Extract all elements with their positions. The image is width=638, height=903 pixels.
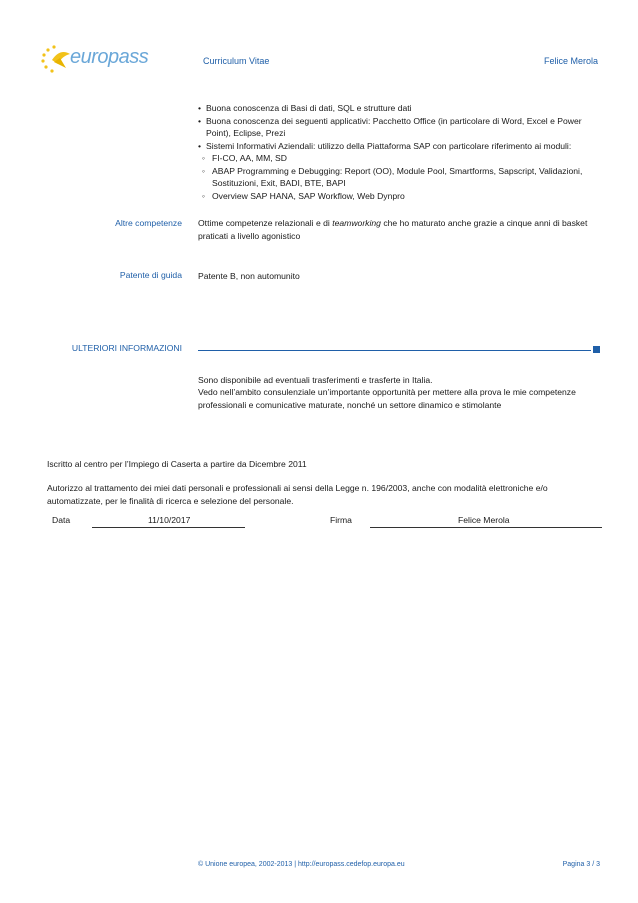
data-value: 11/10/2017: [148, 515, 191, 525]
ulteriori-line2: Vedo nell’ambito consulenziale un’importante opportunità per mettere alla prova le mie competenze professionali e comunicative maturate, nonché un settore dinamico e stimolante: [198, 387, 576, 410]
altre-italic: teamworking: [332, 218, 381, 228]
altre-competenze-value: [198, 217, 598, 242]
page-number: Pagina 3 / 3: [562, 861, 600, 868]
skills-list: [198, 102, 608, 202]
ulteriori-line1: Sono disponibile ad eventuali trasferimenti e trasferte in Italia.: [198, 375, 433, 385]
header-title: Curriculum Vitae: [203, 56, 270, 66]
footer-copyright: © Unione europea, 2002-2013 | http://europass.cedefop.europa.eu: [198, 861, 405, 868]
firma-line: [370, 527, 602, 528]
section-marker: [593, 346, 600, 353]
list-item: ◦ Overview SAP HANA, SAP Workflow, Web Dynpro: [198, 190, 608, 203]
patente-label: Patente di guida: [119, 270, 182, 280]
list-item: • Buona conoscenza di Basi di dati, SQL e strutture dati: [198, 102, 608, 115]
firma-label: Firma: [330, 515, 352, 525]
section-divider: [198, 350, 591, 351]
list-item: ◦ FI-CO, AA, MM, SD: [198, 152, 608, 165]
section-heading: ULTERIORI INFORMAZIONI: [71, 343, 182, 353]
header-name: Felice Merola: [543, 56, 598, 66]
europass-logo: [40, 44, 149, 78]
stars-icon: [40, 44, 74, 74]
list-item: ◦ ABAP Programming e Debugging: Report (OO), Module Pool, Smartforms, Sapscript, Validazioni, Sostituzioni, Exit, BADI, BTE, BAPI: [198, 165, 608, 190]
data-line: [92, 527, 245, 528]
altre-competenze-label: Altre competenze: [115, 218, 182, 228]
autorizzo-text: Autorizzo al trattamento dei miei dati personali e professionali ai sensi della Legge n. 196/2003, anche con modalità elettroniche e/o automatizzate, per le finalità di ricerca e selezione del personale.: [47, 483, 548, 506]
iscritto-text: Iscritto al centro per l’Impiego di Caserta a partire da Dicembre 2011: [47, 459, 307, 469]
altre-text-after: che ho maturato anche grazie a cinque anni di basket praticati a livello agonistico: [198, 218, 588, 241]
data-label: Data: [52, 515, 71, 525]
logo-text: europass: [70, 46, 149, 68]
patente-value: Patente B, non automunito: [198, 271, 300, 281]
list-item: • Buona conoscenza dei seguenti applicativi: Pacchetto Office (in particolare di Word, Excel e Power Point), Eclipse, Prezi: [198, 115, 608, 140]
firma-value: Felice Merola: [458, 515, 510, 525]
list-item: • Sistemi Informativi Aziendali: utilizzo della Piattaforma SAP con particolare riferimento ai moduli:: [198, 140, 608, 153]
altre-text: Ottime competenze relazionali e di: [198, 218, 333, 228]
